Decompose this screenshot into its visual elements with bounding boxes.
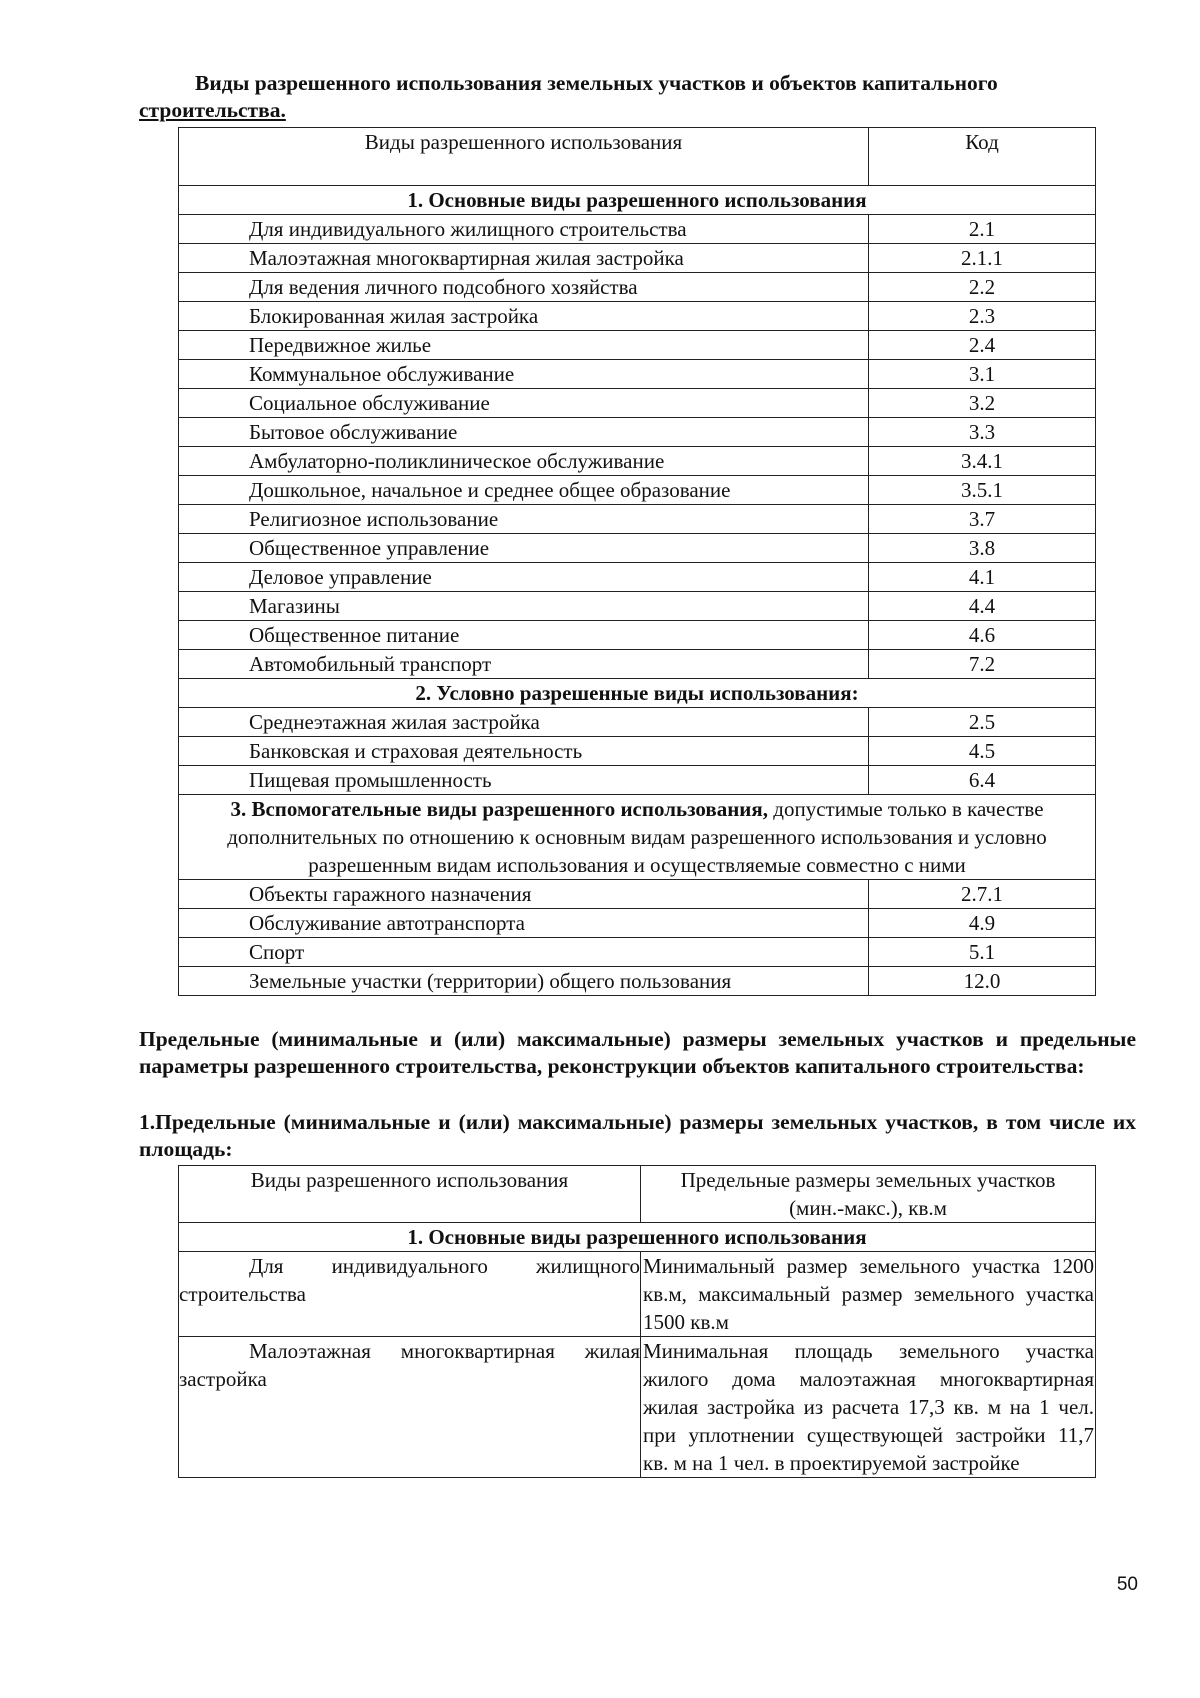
section-title: 1. Основные виды разрешенного использования: [179, 1223, 1096, 1252]
table-row: [179, 909, 1096, 938]
usage-code: 4.6: [869, 621, 1096, 650]
table-row: [179, 880, 1096, 909]
usage-code: 4.9: [869, 909, 1096, 938]
usage-name: Передвижное жилье: [179, 331, 869, 360]
usage-code: 2.1: [869, 215, 1096, 244]
limits-paragraph: Предельные (минимальные и (или) максимальные) размеры земельных участков и предельные параметры разрешенного строительства, реконструкции объектов капитального строительства:: [139, 1027, 1136, 1078]
document-title-line2: строительства.: [139, 98, 286, 122]
usage-name: Среднеэтажная жилая застройка: [179, 708, 869, 737]
table-row: [179, 418, 1096, 447]
table-header-row: [179, 128, 1096, 186]
table-row: [179, 389, 1096, 418]
section-row: [179, 679, 1096, 708]
plot-size-table: [178, 1165, 1096, 1478]
section-title: [179, 795, 1096, 880]
usage-code: 2.3: [869, 302, 1096, 331]
usage-name: Религиозное использование: [179, 505, 869, 534]
usage-code: 3.3: [869, 418, 1096, 447]
usage-name: Бытовое обслуживание: [179, 418, 869, 447]
usage-code: 2.5: [869, 708, 1096, 737]
section-title-bold: 3. Вспомогательные виды разрешенного использования,: [230, 797, 769, 821]
usage-code: 3.7: [869, 505, 1096, 534]
table-header-row: [179, 1166, 1096, 1223]
usage-name: Общественное питание: [179, 621, 869, 650]
header-usage: Виды разрешенного использования: [179, 128, 869, 186]
table-row: [179, 534, 1096, 563]
table-row: [179, 273, 1096, 302]
table-row: [179, 476, 1096, 505]
usage-name: Пищевая промышленность: [179, 766, 869, 795]
table-row: [179, 244, 1096, 273]
usage-name: Дошкольное, начальное и среднее общее образование: [179, 476, 869, 505]
table-row: [179, 447, 1096, 476]
usage-code: 4.5: [869, 737, 1096, 766]
usage-name: Для ведения личного подсобного хозяйства: [179, 273, 869, 302]
document-title-line1: Виды разрешенного использования земельных участков и объектов капитального: [195, 71, 998, 95]
table-row: [179, 938, 1096, 967]
section-title: 1. Основные виды разрешенного использования: [179, 186, 1096, 215]
table-row: [179, 967, 1096, 996]
usage-name: Социальное обслуживание: [179, 389, 869, 418]
usage-code: 3.5.1: [869, 476, 1096, 505]
usage-name: Блокированная жилая застройка: [179, 302, 869, 331]
header-limits: Предельные размеры земельных участков (мин.-макс.), кв.м: [641, 1166, 1096, 1223]
usage-code: 4.4: [869, 592, 1096, 621]
header-code: Код: [869, 128, 1096, 186]
table-row: [179, 1337, 1096, 1478]
usage-code: 2.7.1: [869, 880, 1096, 909]
table-row: [179, 621, 1096, 650]
table-row: [179, 592, 1096, 621]
table-row: [179, 650, 1096, 679]
usage-code: 3.2: [869, 389, 1096, 418]
usage-name: Деловое управление: [179, 563, 869, 592]
usage-name: Малоэтажная многоквартирная жилая застройка: [179, 244, 869, 273]
usage-name: Спорт: [179, 938, 869, 967]
section-title-rest: допустимые только в качестве дополнительных по отношению к основным видам разрешенного использования и условно разрешенным видам использования и осуществляемые совместно с ними: [227, 797, 1047, 877]
section-row: [179, 1223, 1096, 1252]
usage-code: 7.2: [869, 650, 1096, 679]
usage-code: 5.1: [869, 938, 1096, 967]
usage-code: 3.8: [869, 534, 1096, 563]
table-row: [179, 302, 1096, 331]
usage-name: Коммунальное обслуживание: [179, 360, 869, 389]
permitted-use-table: [178, 127, 1096, 996]
table-row: [179, 737, 1096, 766]
usage-code: 2.4: [869, 331, 1096, 360]
usage-name: Земельные участки (территории) общего пользования: [179, 967, 869, 996]
section-row: [179, 186, 1096, 215]
usage-code: 3.4.1: [869, 447, 1096, 476]
section-row: [179, 795, 1096, 880]
usage-name: Для индивидуального жилищного строительства: [179, 215, 869, 244]
limits-subheading: 1.Предельные (минимальные и (или) максимальные) размеры земельных участков, в том числе их площадь:: [139, 1110, 1136, 1161]
usage-code: 12.0: [869, 967, 1096, 996]
usage-name: Объекты гаражного назначения: [179, 880, 869, 909]
usage-code: 2.1.1: [869, 244, 1096, 273]
usage-code: 6.4: [869, 766, 1096, 795]
table-row: [179, 215, 1096, 244]
usage-code: 4.1: [869, 563, 1096, 592]
table-row: [179, 505, 1096, 534]
usage-name: Малоэтажная многоквартирная жилая застройка: [179, 1337, 641, 1478]
header-usage: Виды разрешенного использования: [179, 1166, 641, 1223]
usage-name: Для индивидуального жилищного строительства: [179, 1252, 641, 1337]
usage-name: Обслуживание автотранспорта: [179, 909, 869, 938]
section-title: 2. Условно разрешенные виды использования:: [179, 679, 1096, 708]
usage-code: 3.1: [869, 360, 1096, 389]
table-row: [179, 708, 1096, 737]
page-number: 50: [1116, 1574, 1138, 1595]
usage-code: 2.2: [869, 273, 1096, 302]
document-title: [139, 70, 1136, 124]
plot-size-limits: Минимальный размер земельного участка 1200 кв.м, максимальный размер земельного участка 1500 кв.м: [641, 1252, 1096, 1337]
table-row: [179, 563, 1096, 592]
table-row: [179, 331, 1096, 360]
usage-name: Банковская и страховая деятельность: [179, 737, 869, 766]
usage-name: Общественное управление: [179, 534, 869, 563]
usage-name: Автомобильный транспорт: [179, 650, 869, 679]
usage-name: Амбулаторно-поликлиническое обслуживание: [179, 447, 869, 476]
table-row: [179, 766, 1096, 795]
plot-size-limits: Минимальная площадь земельного участка жилого дома малоэтажная многоквартирная жилая застройка из расчета 17,3 кв. м на 1 чел. при уплотнении существующей застройки 11,7 кв. м на 1 чел. в проектируемой застройке: [641, 1337, 1096, 1478]
table-row: [179, 1252, 1096, 1337]
usage-name: Магазины: [179, 592, 869, 621]
table-row: [179, 360, 1096, 389]
